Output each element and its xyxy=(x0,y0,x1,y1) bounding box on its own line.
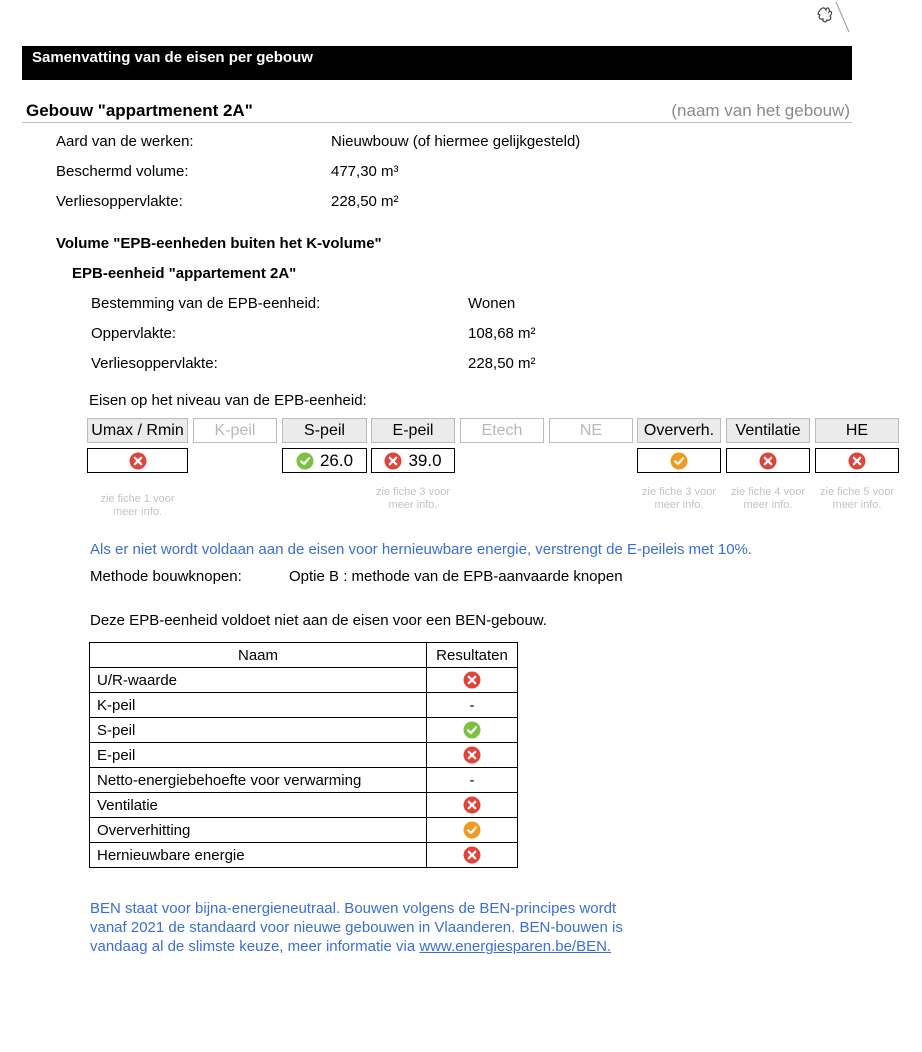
unit-row-label: Bestemming van de EPB-eenheid: xyxy=(91,295,321,312)
req-header-epeil: E-peil xyxy=(371,418,455,443)
req-value-oververh xyxy=(637,448,721,473)
req-header-speil: S-peil xyxy=(282,418,367,443)
req-header-ventilatie: Ventilatie xyxy=(726,418,810,443)
volume-title: Volume "EPB-eenheden buiten het K-volume" xyxy=(56,235,382,252)
row-name: Oververhitting xyxy=(90,818,427,843)
req-header-he: HE xyxy=(815,418,899,443)
ben-info-line: BEN staat voor bijna-energieneutraal. Bouwen volgens de BEN-principes wordt xyxy=(90,900,617,917)
fiche-link-epeil[interactable]: zie fiche 3 voor meer info. xyxy=(376,486,450,511)
unit-row-label: Oppervlakte: xyxy=(91,325,177,342)
fiche-link-oververh[interactable]: zie fiche 3 voor meer info. xyxy=(642,486,716,511)
req-value-ventilatie xyxy=(726,448,810,473)
ben-results-table xyxy=(89,642,518,868)
building-title: Gebouw "appartmenent 2A" xyxy=(26,101,253,120)
table-header-row xyxy=(90,643,518,668)
req-value-umax xyxy=(87,448,188,473)
building-row-label: Verliesoppervlakte: xyxy=(56,193,183,210)
req-value-speil xyxy=(282,448,367,473)
building-row-label: Aard van de werken: xyxy=(56,133,194,150)
fail-icon xyxy=(463,846,481,864)
table-row xyxy=(90,768,518,793)
row-name: S-peil xyxy=(90,718,427,743)
energiesparen-link[interactable]: www.energiesparen.be/BEN. xyxy=(419,938,612,955)
unit-row-value: Wonen xyxy=(468,295,516,312)
fail-icon xyxy=(463,746,481,764)
building-row-value: 228,50 m² xyxy=(331,193,399,210)
unit-row-value: 108,68 m² xyxy=(468,325,536,342)
req-header-oververh: Oververh. xyxy=(637,418,721,443)
table-row xyxy=(90,718,518,743)
row-result-dash: - xyxy=(427,768,518,793)
method-label: Methode bouwknopen: xyxy=(90,568,242,585)
table-row xyxy=(90,818,518,843)
warning-check-icon xyxy=(670,452,688,470)
renewable-note: Als er niet wordt voldaan aan de eisen voor hernieuwbare energie, verstrengt de E-peileis met 10%. xyxy=(90,541,753,558)
req-header-etech: Etech xyxy=(460,418,544,443)
ben-info-text: vandaag al de slimste keuze, meer informatie via xyxy=(90,938,420,955)
table-row xyxy=(90,668,518,693)
row-name: K-peil xyxy=(90,693,427,718)
table-row xyxy=(90,793,518,818)
row-result xyxy=(427,743,518,768)
table-row xyxy=(90,743,518,768)
building-row-value: Nieuwbouw (of hiermee gelijkgesteld) xyxy=(331,133,581,150)
method-value: Optie B : methode van de EPB-aanvaarde knopen xyxy=(289,568,623,585)
row-result xyxy=(427,668,518,693)
table-row xyxy=(90,693,518,718)
fail-icon xyxy=(129,452,147,470)
req-header-umax: Umax / Rmin xyxy=(87,418,188,443)
req-header-ne: NE xyxy=(549,418,633,443)
requirements-title: Eisen op het niveau van de EPB-eenheid: xyxy=(89,392,367,409)
fiche-link-ventilatie[interactable]: zie fiche 4 voor meer info. xyxy=(731,486,805,511)
row-result xyxy=(427,818,518,843)
ben-info-line xyxy=(90,937,623,956)
unit-row-value: 228,50 m² xyxy=(468,355,536,372)
speil-value: 26.0 xyxy=(319,450,354,470)
row-name: Hernieuwbare energie xyxy=(90,843,427,868)
row-result xyxy=(427,793,518,818)
row-name: Netto-energiebehoefte voor verwarming xyxy=(90,768,427,793)
section-title-bar xyxy=(22,46,852,80)
unit-row-label: Verliesoppervlakte: xyxy=(91,355,218,372)
table-row xyxy=(90,843,518,868)
pass-icon xyxy=(296,452,314,470)
col-header-name: Naam xyxy=(90,643,427,668)
fiche-link-umax[interactable]: zie fiche 1 voor meer info. xyxy=(100,493,175,518)
row-name: U/R-waarde xyxy=(90,668,427,693)
epeil-value: 39.0 xyxy=(408,450,442,470)
unit-title: EPB-eenheid "appartement 2A" xyxy=(72,265,297,282)
ben-info xyxy=(90,899,623,956)
ben-info-line: vanaf 2021 de standaard voor nieuwe gebouwen in Vlaanderen. BEN-bouwen is xyxy=(90,919,623,936)
col-header-results: Resultaten xyxy=(427,643,518,668)
row-result-dash: - xyxy=(427,693,518,718)
row-name: Ventilatie xyxy=(90,793,427,818)
fail-icon xyxy=(848,452,866,470)
building-name-hint: (naam van het gebouw) xyxy=(671,101,850,120)
row-name: E-peil xyxy=(90,743,427,768)
fail-icon xyxy=(759,452,777,470)
fail-icon xyxy=(384,452,402,470)
pass-icon xyxy=(463,721,481,739)
req-value-epeil xyxy=(371,448,455,473)
fiche-link-he[interactable]: zie fiche 5 voor meer info. xyxy=(820,486,894,511)
req-value-he xyxy=(815,448,899,473)
ben-statement: Deze EPB-eenheid voldoet niet aan de eisen voor een BEN-gebouw. xyxy=(90,612,547,629)
fail-icon xyxy=(463,796,481,814)
section-title: Samenvatting van de eisen per gebouw xyxy=(32,49,313,66)
row-result xyxy=(427,718,518,743)
building-header xyxy=(22,98,852,123)
warning-check-icon xyxy=(463,821,481,839)
building-row-label: Beschermd volume: xyxy=(56,163,189,180)
req-header-kpeil: K-peil xyxy=(193,418,277,443)
building-row-value: 477,30 m³ xyxy=(331,163,399,180)
row-result xyxy=(427,843,518,868)
fail-icon xyxy=(463,671,481,689)
flemish-lion-logo-icon xyxy=(814,0,850,36)
